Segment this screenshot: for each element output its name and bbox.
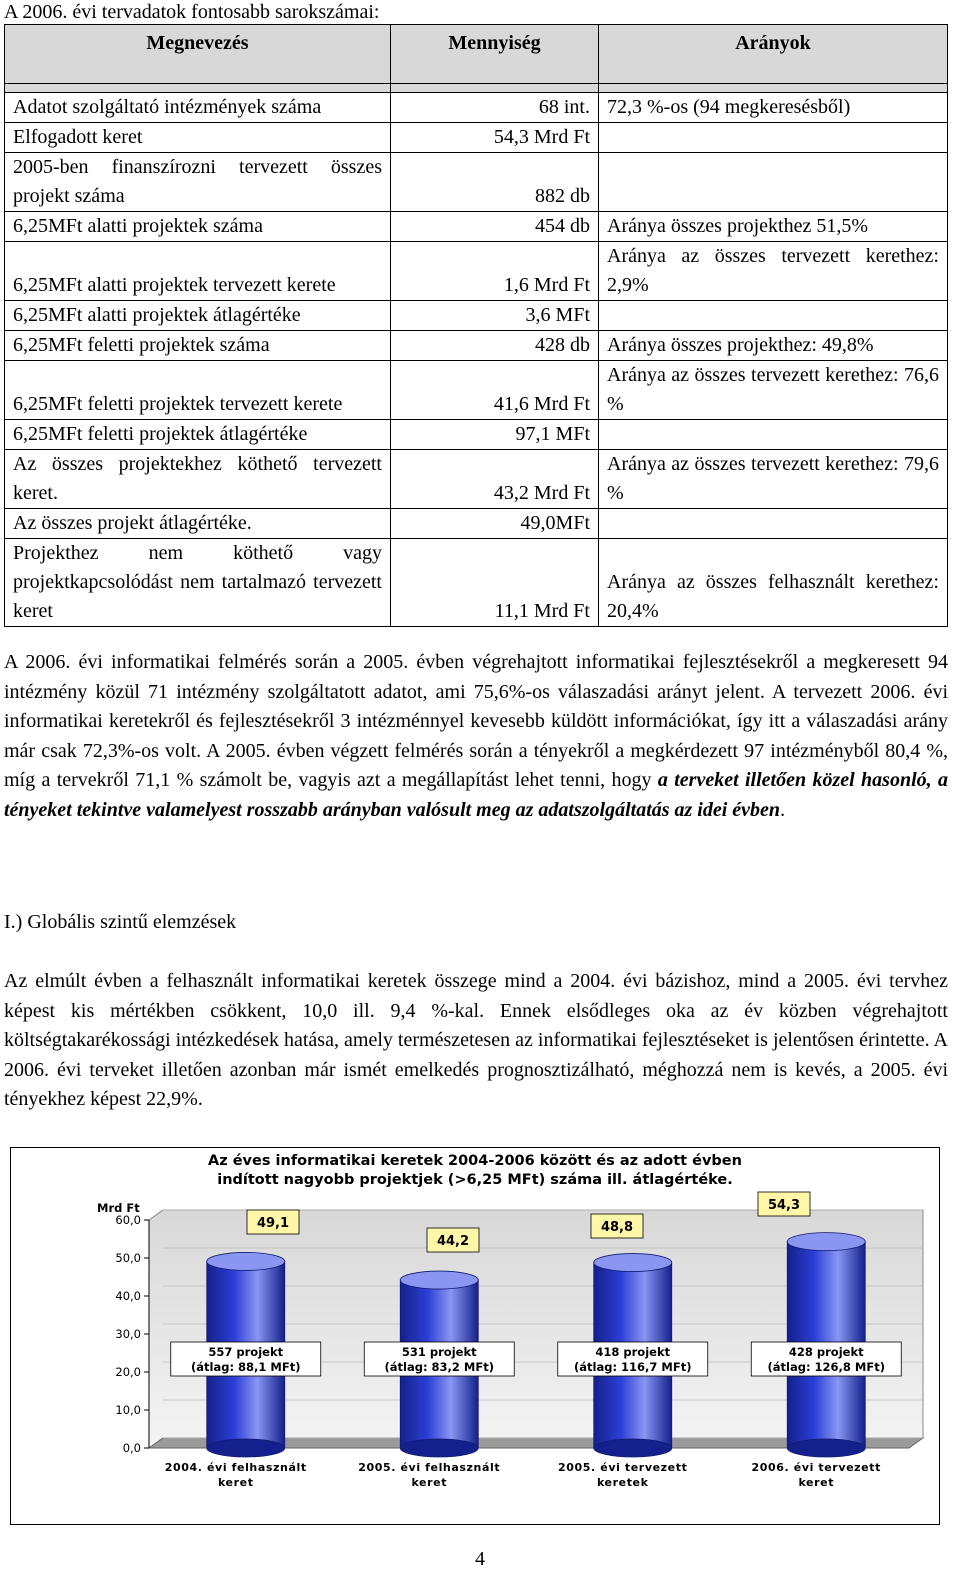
table-row (5, 153, 948, 212)
cell-qty: 54,3 Mrd Ft (391, 123, 599, 153)
cell-ratio: Aránya összes projekthez 51,5% (599, 212, 948, 242)
table-row (5, 509, 948, 539)
annotation-projects: 531 projekt (401, 1345, 477, 1359)
cell-ratio (599, 509, 948, 539)
cell-ratio: Aránya az összes tervezett kerethez: 2,9% (599, 242, 948, 301)
x-axis-category-label: 2004. évi felhasznált (164, 1461, 307, 1474)
cell-qty: 454 db (391, 212, 599, 242)
annotation-projects: 557 projekt (208, 1345, 284, 1359)
cell-name: 2005-ben finanszírozni tervezett összes projekt száma (5, 153, 391, 212)
table-row (5, 331, 948, 361)
y-axis-tick-label: 0,0 (122, 1441, 141, 1455)
bar-base (400, 1439, 478, 1457)
table-row (5, 242, 948, 301)
table-row (5, 212, 948, 242)
bar-base (787, 1439, 865, 1457)
annotation-average: (átlag: 126,8 MFt) (767, 1360, 885, 1374)
cell-qty: 68 int. (391, 93, 599, 123)
cell-ratio: 72,3 %-os (94 megkeresésből) (599, 93, 948, 123)
cell-name: 6,25MFt feletti projektek tervezett kerete (5, 361, 391, 420)
cell-qty: 3,6 MFt (391, 301, 599, 331)
cell-ratio (599, 301, 948, 331)
cell-ratio: Aránya az összes tervezett kerethez: 79,6 % (599, 450, 948, 509)
table-row (5, 93, 948, 123)
table-row (5, 539, 948, 627)
table-row (5, 123, 948, 153)
cell-name: Projekthez nem köthető vagy projektkapcsolódást nem tartalmazó tervezett keret (5, 539, 391, 627)
cell-name: 6,25MFt alatti projektek tervezett kerete (5, 242, 391, 301)
y-axis-label: Mrd Ft (97, 1201, 140, 1215)
cell-qty: 43,2 Mrd Ft (391, 450, 599, 509)
y-axis-tick-label: 50,0 (115, 1251, 141, 1265)
bar-chart (10, 1147, 940, 1525)
annotation-average: (átlag: 83,2 MFt) (384, 1360, 494, 1374)
x-axis-category-label: 2005. évi felhasznált (358, 1461, 501, 1474)
bar-base (594, 1439, 672, 1457)
cell-qty: 11,1 Mrd Ft (391, 539, 599, 627)
cell-qty: 1,6 Mrd Ft (391, 242, 599, 301)
y-axis-tick-label: 30,0 (115, 1327, 141, 1341)
bar-base (207, 1439, 285, 1457)
intro-line: A 2006. évi tervadatok fontosabb sarokszámai: (4, 1, 380, 23)
annotation-projects: 418 projekt (595, 1345, 671, 1359)
cell-name: 6,25MFt alatti projektek átlagértéke (5, 301, 391, 331)
annotation-average: (átlag: 116,7 MFt) (574, 1360, 692, 1374)
cell-qty: 49,0MFt (391, 509, 599, 539)
header-spacer (5, 84, 948, 93)
cell-name: Adatot szolgáltató intézmények száma (5, 93, 391, 123)
cell-ratio (599, 123, 948, 153)
cell-qty: 41,6 Mrd Ft (391, 361, 599, 420)
cell-qty: 428 db (391, 331, 599, 361)
stats-table (4, 24, 948, 627)
y-axis-tick-label: 40,0 (115, 1289, 141, 1303)
cell-ratio (599, 420, 948, 450)
table-row (5, 420, 948, 450)
cell-ratio: Aránya az összes tervezett kerethez: 76,6 % (599, 361, 948, 420)
paragraph-survey-end: . (780, 798, 786, 821)
cell-name: Az összes projekt átlagértéke. (5, 509, 391, 539)
cell-qty: 882 db (391, 153, 599, 212)
chart-title-line1: Az éves informatikai keretek 2004-2006 között és az adott évben (208, 1153, 742, 1169)
table-row (5, 301, 948, 331)
table-header-row (5, 25, 948, 84)
table-row (5, 450, 948, 509)
paragraph-survey (4, 648, 948, 825)
bar-top (594, 1254, 672, 1272)
header-ratio: Arányok (599, 25, 948, 84)
paragraph-survey-emphasis: a terveket illetően közel hasonló, a tényeket tekintve valamelyest rosszabb arányban valósult meg az adatszolgáltatás az idei évben (4, 769, 948, 821)
paragraph-survey-text: A 2006. évi informatikai felmérés során a 2005. évben végrehajtott informatikai fejlesztésekről a megkeresett 94 intézmény közül 71 intézmény szolgáltatott adatot, ami 75,6%-os válaszadási arányt jelent. A tervezett 2006. évi informatikai keretekről és fejlesztésekről 3 intézménnyel kevesebb küldött információkat, így itt a válaszadási arány már csak 72,3%-os volt. A 2005. évben végzett felmérés során a tényekről a megkérdezett 97 intézményből 80,4 %, míg a tervekről 71,1 % számolt be, vagyis azt a megállapítást lehet tenni, hogy (4, 651, 948, 791)
cell-name: Elfogadott keret (5, 123, 391, 153)
data-label: 49,1 (256, 1216, 290, 1231)
x-axis-category-label: keret (217, 1476, 254, 1489)
y-axis-tick-label: 60,0 (115, 1213, 141, 1227)
data-label: 54,3 (767, 1198, 801, 1213)
cell-name: 6,25MFt feletti projektek száma (5, 331, 391, 361)
header-qty: Mennyiség (391, 25, 599, 84)
paragraph-global: Az elmúlt évben a felhasznált informatikai keretek összege mind a 2004. évi bázishoz, mind a 2005. évi tervhez képest kis mértékben csökkent, 10,0 ill. 9,4 %-kal. Ennek elsődleges oka az év közben végrehajtott költségtakarékossági intézkedések hatása, amely természetesen az informatikai fejlesztéseket is jelentősen érintette. A 2006. évi terveket illetően azonban már ismét emelkedés prognosztizálható, méghozzá nem is kevés, a 2005. évi tényekhez képest 22,9%. (4, 970, 948, 1110)
x-axis-category-label: keret (798, 1476, 835, 1489)
cell-name: 6,25MFt feletti projektek átlagértéke (5, 420, 391, 450)
data-label: 48,8 (600, 1220, 634, 1235)
cell-name: Az összes projektekhez köthető tervezett keret. (5, 450, 391, 509)
y-axis-tick-label: 20,0 (115, 1365, 141, 1379)
cell-ratio: Aránya összes projekthez: 49,8% (599, 331, 948, 361)
x-axis-category-label: keretek (596, 1476, 649, 1489)
cell-qty: 97,1 MFt (391, 420, 599, 450)
annotation-projects: 428 projekt (788, 1345, 864, 1359)
header-name: Megnevezés (5, 25, 391, 84)
bar-top (400, 1271, 478, 1289)
x-axis-category-label: 2005. évi tervezett (558, 1461, 688, 1474)
x-axis-category-label: 2006. évi tervezett (751, 1461, 881, 1474)
x-axis-category-label: keret (411, 1476, 448, 1489)
chart-title-line2: indított nagyobb projektjek (>6,25 MFt) száma ill. átlagértéke. (217, 1172, 733, 1188)
section-heading: I.) Globális szintű elemzések (4, 911, 237, 933)
data-label: 44,2 (436, 1234, 470, 1249)
chart-plot (11, 1148, 939, 1524)
y-axis-tick-label: 10,0 (115, 1403, 141, 1417)
bar-top (207, 1252, 285, 1270)
cell-ratio (599, 153, 948, 212)
cell-name: 6,25MFt alatti projektek száma (5, 212, 391, 242)
cell-ratio: Aránya az összes felhasznált kerethez: 20,4% (599, 539, 948, 627)
table-row (5, 361, 948, 420)
annotation-average: (átlag: 88,1 MFt) (191, 1360, 301, 1374)
page-number: 4 (475, 1548, 485, 1570)
bar-top (787, 1233, 865, 1251)
